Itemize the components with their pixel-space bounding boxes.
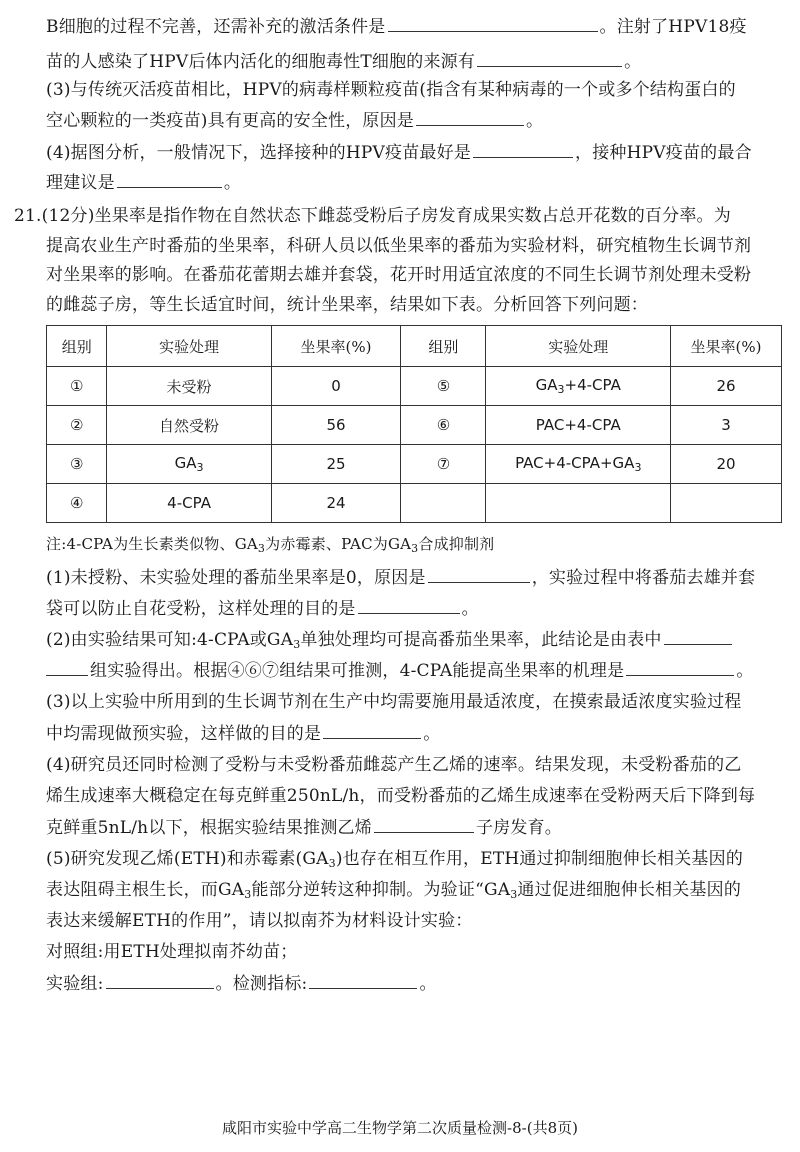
- text-line: 烯生成速率大概稳定在每克鲜重250nL/h，而受粉番茄的乙烯生成速率在受粉两天后下降到每: [46, 786, 756, 806]
- group-cell: ⑦: [401, 445, 486, 484]
- answer-blank[interactable]: [46, 658, 88, 676]
- treatment-cell: $PAC+4-CPA+GA_3$: [486, 445, 671, 484]
- rate-cell: 20: [671, 445, 782, 484]
- question-5: (5)研究发现乙烯(ETH)和赤霉素$(GA_3)$也存在相互作用，ETH通过抑制细胞伸长相关基因的: [46, 849, 744, 870]
- column-header: 组别: [47, 326, 107, 367]
- text-line: B细胞的过程不完善，还需补充的激活条件是 。注射了HPV18疫: [46, 14, 762, 39]
- answer-blank[interactable]: [117, 170, 222, 188]
- experiment-group-line: 实验组: 。检测指标: 。: [46, 971, 762, 996]
- answer-blank[interactable]: [309, 971, 417, 989]
- results-table: [46, 325, 782, 523]
- answer-blank[interactable]: [428, 565, 530, 583]
- group-cell: ③: [47, 445, 107, 484]
- table-note: 注:4-CPA为生长素类似物、$GA_3$为赤霉素、PAC为$GA_3$合成抑制剂: [46, 535, 495, 555]
- table-row: [47, 367, 782, 406]
- column-header: 实验处理: [486, 326, 671, 367]
- text-line: 理建议是 。: [46, 170, 762, 195]
- answer-blank[interactable]: [374, 815, 474, 833]
- table-row: [47, 406, 782, 445]
- treatment-cell: $GA_3$: [107, 445, 271, 484]
- text-line: (4)据图分析，一般情况下，选择接种的HPV疫苗最好是 ，接种HPV疫苗的最合: [46, 140, 762, 165]
- treatment-cell: PAC+4-CPA: [486, 406, 671, 445]
- group-cell: [401, 484, 486, 523]
- treatment-cell: [486, 484, 671, 523]
- table-row: [47, 445, 782, 484]
- question-4: (4)研究员还同时检测了受粉与未受粉番茄雌蕊产生乙烯的速率。结果发现，未受粉番茄的乙: [46, 755, 742, 775]
- group-cell: ⑥: [401, 406, 486, 445]
- group-cell: ①: [47, 367, 107, 406]
- text-line: 克鲜重5nL/h以下，根据实验结果推测乙烯 子房发育。: [46, 815, 762, 840]
- rate-cell: 0: [271, 367, 401, 406]
- rate-cell: [671, 484, 782, 523]
- answer-blank[interactable]: [473, 140, 573, 158]
- answer-blank[interactable]: [416, 108, 524, 126]
- treatment-cell: 自然受粉: [107, 406, 271, 445]
- answer-blank[interactable]: [358, 596, 460, 614]
- column-header: 实验处理: [107, 326, 271, 367]
- group-cell: ⑤: [401, 367, 486, 406]
- treatment-cell: 4-CPA: [107, 484, 271, 523]
- column-header: 组别: [401, 326, 486, 367]
- rate-cell: 24: [271, 484, 401, 523]
- answer-blank[interactable]: [388, 14, 598, 32]
- text-line: 空心颗粒的一类疫苗)具有更高的安全性，原因是 。: [46, 108, 762, 133]
- answer-blank[interactable]: [106, 971, 214, 989]
- text-line: 提高农业生产时番茄的坐果率，科研人员以低坐果率的番茄为实验材料，研究植物生长调节剂: [46, 236, 752, 256]
- page-footer: 咸阳市实验中学高二生物学第二次质量检测-8-(共8页): [222, 1119, 578, 1137]
- text-line: 组实验得出。根据④⑥⑦组结果可推测，4-CPA能提高坐果率的机理是 。: [46, 658, 762, 683]
- table-row: [47, 484, 782, 523]
- rate-cell: 56: [271, 406, 401, 445]
- question-1: (1)未授粉、未实验处理的番茄坐果率是0，原因是 ，实验过程中将番茄去雄并套: [46, 565, 762, 590]
- column-header: 坐果率(%): [271, 326, 401, 367]
- rate-cell: 26: [671, 367, 782, 406]
- column-header: 坐果率(%): [671, 326, 782, 367]
- answer-blank[interactable]: [664, 627, 732, 645]
- text-line: (3)与传统灭活疫苗相比，HPV的病毒样颗粒疫苗(指含有某种病毒的一个或多个结构蛋白的: [46, 80, 736, 100]
- rate-cell: 3: [671, 406, 782, 445]
- control-group-line: 对照组:用ETH处理拟南芥幼苗；: [46, 942, 298, 962]
- text-line: 对坐果率的影响。在番茄花蕾期去雄并套袋，花开时用适宜浓度的不同生长调节剂处理未受粉: [46, 265, 752, 285]
- group-cell: ②: [47, 406, 107, 445]
- answer-blank[interactable]: [477, 49, 622, 67]
- question-3: (3)以上实验中所用到的生长调节剂在生产中均需要施用最适浓度，在摸索最适浓度实验过程: [46, 692, 742, 712]
- group-cell: ④: [47, 484, 107, 523]
- text-line: 表达来缓解ETH的作用”，请以拟南芥为材料设计实验：: [46, 911, 473, 931]
- answer-blank[interactable]: [626, 658, 734, 676]
- rate-cell: 25: [271, 445, 401, 484]
- answer-blank[interactable]: [323, 721, 421, 739]
- text-line: 袋可以防止自花受粉，这样处理的目的是 。: [46, 596, 762, 621]
- text-line: 表达阻碍主根生长，而$GA_3$能部分逆转这种抑制。为验证“$GA_3$通过促进细胞伸长相关基因的: [46, 880, 742, 901]
- treatment-cell: 未受粉: [107, 367, 271, 406]
- treatment-cell: $GA_3+4$-CPA: [486, 367, 671, 406]
- text-line: 苗的人感染了HPV后体内活化的细胞毒性T细胞的来源有 。: [46, 49, 762, 74]
- question-2: (2)由实验结果可知:4-CPA或$GA_3$单独处理均可提高番茄坐果率，此结论是由表中: [46, 627, 762, 657]
- text-line: 中均需现做预实验，这样做的目的是 。: [46, 721, 762, 746]
- question-21-stem: 21.(12分)坐果率是指作物在自然状态下雌蕊受粉后子房发育成果实数占总开花数的百分率。为: [14, 206, 731, 226]
- table-header-row: [47, 326, 782, 367]
- text-line: 的雌蕊子房，等生长适宜时间，统计坐果率，结果如下表。分析回答下列问题：: [46, 295, 648, 315]
